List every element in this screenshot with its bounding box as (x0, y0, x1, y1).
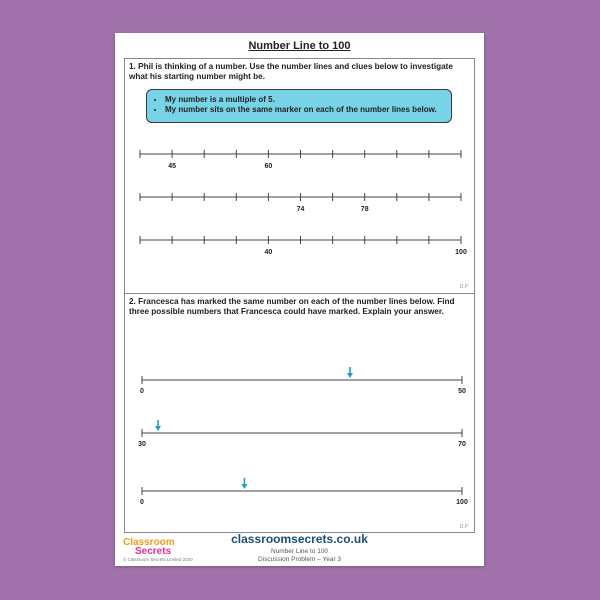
logo-word-2: Secrets (135, 546, 172, 557)
question-1-box (124, 58, 475, 294)
marker-arrow-icon (155, 426, 161, 431)
question-1-number-lines (125, 59, 476, 295)
clue-item: • My number sits on the same marker on each of the number lines below. (165, 105, 443, 115)
clue-item: • My number is a multiple of 5. (165, 95, 443, 105)
start-label: 0 (140, 388, 144, 395)
logo-word-1: Classroom (123, 537, 175, 548)
footer-line-2: Discussion Problem – Year 3 (257, 556, 342, 563)
footer-site: classroomsecrets.co.uk (231, 532, 368, 546)
question-2-text: 2. Francesca has marked the same number on each of the number lines below. Find three possible numbers that Francesca could have marked. Explain your answer. (129, 297, 455, 316)
tick-label: 78 (360, 206, 369, 213)
tick-label: 74 (296, 206, 305, 213)
question-1-text: 1. Phil is thinking of a number. Use the number lines and clues below to investigate what his starting number might be. (129, 62, 453, 81)
end-label: 100 (456, 499, 468, 506)
footer-line-1: Number Line to 100 (270, 548, 329, 555)
question-1-ref: D.P (459, 284, 468, 290)
copyright-text: © Classroom Secrets Limited 2020 (123, 557, 193, 562)
end-label: 50 (458, 388, 466, 395)
tick-label: 100 (455, 249, 467, 256)
worksheet-title: Number Line to 100 (248, 40, 351, 52)
tick-label: 60 (264, 163, 273, 170)
question-2-ref: D.P (459, 524, 468, 530)
worksheet-page (115, 33, 484, 566)
start-label: 0 (140, 499, 144, 506)
tick-label: 45 (168, 163, 176, 170)
marker-arrow-icon (347, 373, 353, 378)
start-label: 30 (138, 441, 146, 448)
tick-label: 40 (264, 249, 273, 256)
end-label: 70 (458, 441, 466, 448)
question-2-number-lines (125, 294, 476, 534)
marker-arrow-icon (241, 484, 247, 489)
question-2-box (124, 293, 475, 533)
